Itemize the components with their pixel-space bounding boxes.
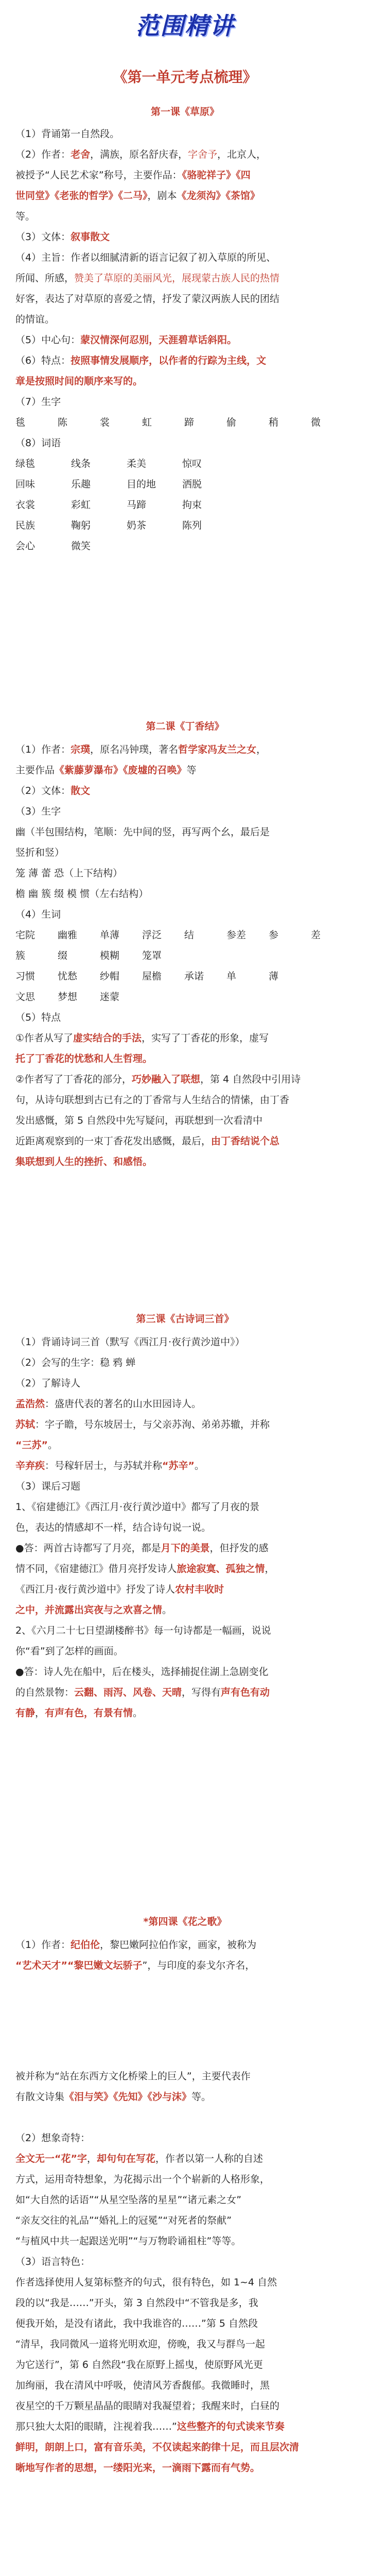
l4-line: “清早，我同微风一道将光明欢迎，傍晚，我又与群鸟一起 [15, 2338, 265, 2350]
l4-line: “亲友交往的礼品”“婚礼上的冠冕”“对死者的祭献” [15, 2215, 232, 2226]
l3-line: 1、《宿建德江》《西江月·夜行黄沙道中》都写了月夜的景 [15, 1501, 260, 1513]
lesson1-body [15, 124, 355, 556]
l2-feature-line5: 发出感慨，第 5 自然段中先写疑问，再联想到一次看清中 [15, 1115, 263, 1126]
l1-theme-line: （4）主旨：作者以细腻清新的语言记叙了初入草原的所见、 [15, 252, 276, 263]
l2-words-row: 宅院 幽雅 单薄 浮泛 结 参差 参 差 [15, 929, 321, 941]
l2-chars-line4: 檐 幽 簇 缀 模 惯（左右结构） [15, 888, 149, 900]
lesson2-title: 第二课《丁香结》 [146, 721, 224, 732]
l3-line: ●答：诗人先在船中，后在楼头，选择捕捉住湖上急剧变化 [15, 1666, 269, 1677]
document-title: 《第一单元考点梳理》 [113, 69, 257, 86]
l2-feature-line7: 集联想到人生的挫折、和感悟。 [15, 1156, 153, 1167]
l2-feature-line3: ②作者写了丁香花的部分，巧妙融入了联想，第 4 自然段中引用诗 [15, 1074, 301, 1085]
l4-line: （3）语言特色： [15, 2256, 91, 2267]
l1-theme-line4: 的情谊。 [15, 314, 55, 325]
l4-line: 段的以“我是……”开头，第 3 自然段中“不管我是多，我 [15, 2297, 258, 2309]
l4-lang-line: 鲜明，朗朗上口，富有音乐美，不仅读起来韵律十足，而且层次清 [15, 2442, 299, 2453]
l2-feature-line6: 近距离观察到的一束丁香花发出感慨，最后，由丁香结说个总 [15, 1136, 280, 1147]
l3-line: 你“看”到了怎样的画面。 [15, 1646, 124, 1657]
l3-answer-line: 《西江月·夜行黄沙道中》抒发了诗人农村丰收时 [15, 1584, 224, 1595]
lesson3-body [15, 1332, 355, 1723]
l2-words-row: 文思 梦想 迷蒙 [15, 991, 120, 1003]
l3-line: （1）背诵诗词三首（默写《西江月·夜行黄沙道中》） [15, 1336, 245, 1348]
lesson4-body [15, 1935, 355, 1976]
l1-works-line: 被授予“人民艺术家”称号，主要作品：《骆驼祥子》《四 [15, 170, 251, 181]
l4-line: 夜星空的千万颗星晶晶的眼睛对我凝望着；我醒来时，白昼的 [15, 2400, 280, 2412]
l2-genre-line: （2）文体：散文 [15, 785, 91, 796]
l3-line: 色，表达的情感却不一样，结合诗句说一说。 [15, 1522, 212, 1533]
l2-feature-line2: 托了丁香花的忧愁和人生哲理。 [15, 1053, 153, 1064]
lesson3-title: 第三课《古诗词三首》 [136, 1313, 234, 1325]
l1-words-heading: （8）词语 [15, 437, 61, 449]
l1-words-row: 民族 鞠躬 奶茶 陈列 [15, 520, 202, 531]
spacer [15, 2107, 355, 2128]
l1-chars-row: 毯 陈 裳 虹 蹄 偷 稍 微 [15, 417, 321, 428]
l1-words-row: 绿毯 线条 柔美 惊叹 [15, 458, 202, 469]
l3-poet-line: “三苏”。 [15, 1439, 58, 1451]
l2-words-heading: （4）生词 [15, 909, 61, 920]
l2-works-line: 主要作品《紫藤萝瀑布》《废墟的召唤》等 [15, 765, 197, 776]
l4-lang-line: 那只独大太阳的眼睛，注视着我……”这些整齐的句式读来节奏 [15, 2421, 285, 2432]
logo-text: 范围精讲 [135, 12, 235, 40]
l2-chars-line3: 笼 薄 蕾 恐（上下结构） [15, 868, 123, 879]
l1-words-row: 回味 乐趣 目的地 洒脱 [15, 479, 202, 490]
logo [0, 7, 370, 41]
l4-works-line: 有散文诗集《泪与笑》《先知》《沙与沫》等。 [15, 2091, 212, 2103]
l3-poet-line: 孟浩然：盛唐代表的著名的山水田园诗人。 [15, 1398, 202, 1410]
l1-words-row: 衣裳 彩虹 马蹄 拘束 [15, 499, 202, 511]
l2-feature-line: ①作者从写了虚实结合的手法，实写了丁香花的形象，虚写 [15, 1032, 269, 1044]
l1-feature-line: （6）特点：按照事情发展顺序，以作者的行踪为主线，文 [15, 355, 267, 366]
l4-line: 加绚丽，我在清风中呼吸，使清风芳香馥郁。我微睡时，黑 [15, 2380, 270, 2391]
l4-line: 作者选择使用人复第标整齐的句式，很有特色，如 1~4 自然 [15, 2277, 277, 2288]
l3-line: （2）会写的生字：稳 鸦 蝉 [15, 1357, 136, 1368]
l3-poet-line: 辛弃疾：号稼轩居士，与苏轼并称“苏辛”。 [15, 1460, 205, 1471]
l1-line: （1）背诵第一自然段。 [15, 128, 120, 140]
l1-center-line: （5）中心句：蒙汉情深何忍别，天涯碧草话斜阳。 [15, 334, 237, 346]
l2-words-row: 习惯 忧愁 纱帽 屋檐 承诺 单 薄 [15, 971, 279, 982]
l4-line: “与植风中共一起跟送光明”“与万物聆诵祖柱”等等。 [15, 2235, 241, 2247]
l2-feature-heading: （5）特点 [15, 1012, 61, 1023]
l4-line: 为它送行”，第 6 自然段“我在原野上摇曳，使原野风光更 [15, 2359, 263, 2370]
l3-answer-line: 之中，并流露出宾夜与之欢喜之情。 [15, 1604, 172, 1616]
l1-feature-line2: 章是按照时间的顺序来写的。 [15, 376, 143, 387]
l3-answer-line: 有静，有声有色，有景有情。 [15, 1707, 143, 1719]
l3-answer-line: 的自然景物：云翻、雨泻、风卷、天晴，写得有声有色有动 [15, 1687, 270, 1698]
l4-line: 被并称为“站在东西方文化桥梁上的巨人”，主要代表作 [15, 2071, 251, 2082]
l4-line: 便我开始，是没有诸此，我中我谁咨的……”第 5 自然段 [15, 2318, 258, 2329]
l3-answer-line: ●答：两首古诗都写了月亮，都是月下的美景，但抒发的感 [15, 1543, 269, 1554]
l1-author-line: （2）作者：老舍，满族，原名舒庆春，字舍予，北京人， [15, 149, 267, 160]
l4-line: （2）想象奇特： [15, 2132, 91, 2144]
l4-author-line: （1）作者：纪伯伦，黎巴嫩阿拉伯作家，画家，被称为 [15, 1939, 257, 1951]
lesson1-title: 第一课《草原》 [150, 106, 219, 117]
l1-works-line2: 世同堂》《老张的哲学》《二马》，剧本《龙须沟》《茶馆》 [15, 190, 260, 201]
l1-chars-heading: （7）生字 [15, 396, 61, 408]
l4-line: 如“大自然的话语”“从星空坠落的星星”“诸元素之女” [15, 2194, 242, 2206]
l3-line: 2、《六月二十七日望湖楼醉书》每一句诗都是一幅画，说说 [15, 1625, 271, 1636]
l3-answer-line: 情不同，《宿建德江》借月亮抒发诗人旅途寂寞、孤独之情， [15, 1563, 275, 1574]
lesson4-body-2 [15, 2066, 355, 2478]
l1-genre-line: （3）文体：叙事散文 [15, 231, 110, 243]
lesson4-title: *第四课《花之歌》 [143, 1916, 227, 1927]
l2-chars-line: 幽（半包围结构，笔顺：先中间的竖，再写两个幺，最后是 [15, 826, 270, 838]
l1-theme-line2: 所闻、所感，赞美了草原的美丽风光，展现蒙古族人民的热情 [15, 273, 280, 284]
l4-line: 方式，运用奇特想象，为花揭示出一个个崭新的人格形象， [15, 2174, 270, 2185]
l2-feature-line4: 句，从诗句联想到古已有之的丁香常与人生结合的情愫，由丁香 [15, 1094, 290, 1106]
lesson2-body [15, 739, 355, 1172]
l2-words-row: 簇 缀 模糊 笼罩 [15, 950, 162, 961]
l1-works-line3: 等。 [15, 211, 36, 222]
l3-line: （2）了解诗人 [15, 1378, 81, 1389]
l3-poet-line: 苏轼：字子瞻，号东坡居士，与父亲苏洵、弟弟苏辙，并称 [15, 1419, 270, 1430]
l2-chars-heading: （3）生字 [15, 806, 61, 817]
l2-author-line: （1）作者：宗璞，原名冯钟璞，著名哲学家冯友兰之女， [15, 744, 267, 755]
l4-author-line2: “艺术天才”“黎巴嫩文坛骄子”，与印度的泰戈尔齐名， [15, 1960, 255, 1971]
l4-lang-line: 晰地写作者的思想，一缕阳光来，一滴雨下露而有气势。 [15, 2462, 260, 2473]
l3-line: （3）课后习题 [15, 1481, 81, 1492]
l2-chars-line2: 竖折和竖） [15, 847, 65, 858]
l1-words-row: 会心 微笑 [15, 540, 91, 552]
l4-imag-line: 全文无一“花”字，却句句在写花，作者以第一人称的自述 [15, 2153, 263, 2164]
l1-theme-line3: 好客，表达了对草原的喜爱之情，抒发了蒙汉两族人民的团结 [15, 293, 280, 304]
